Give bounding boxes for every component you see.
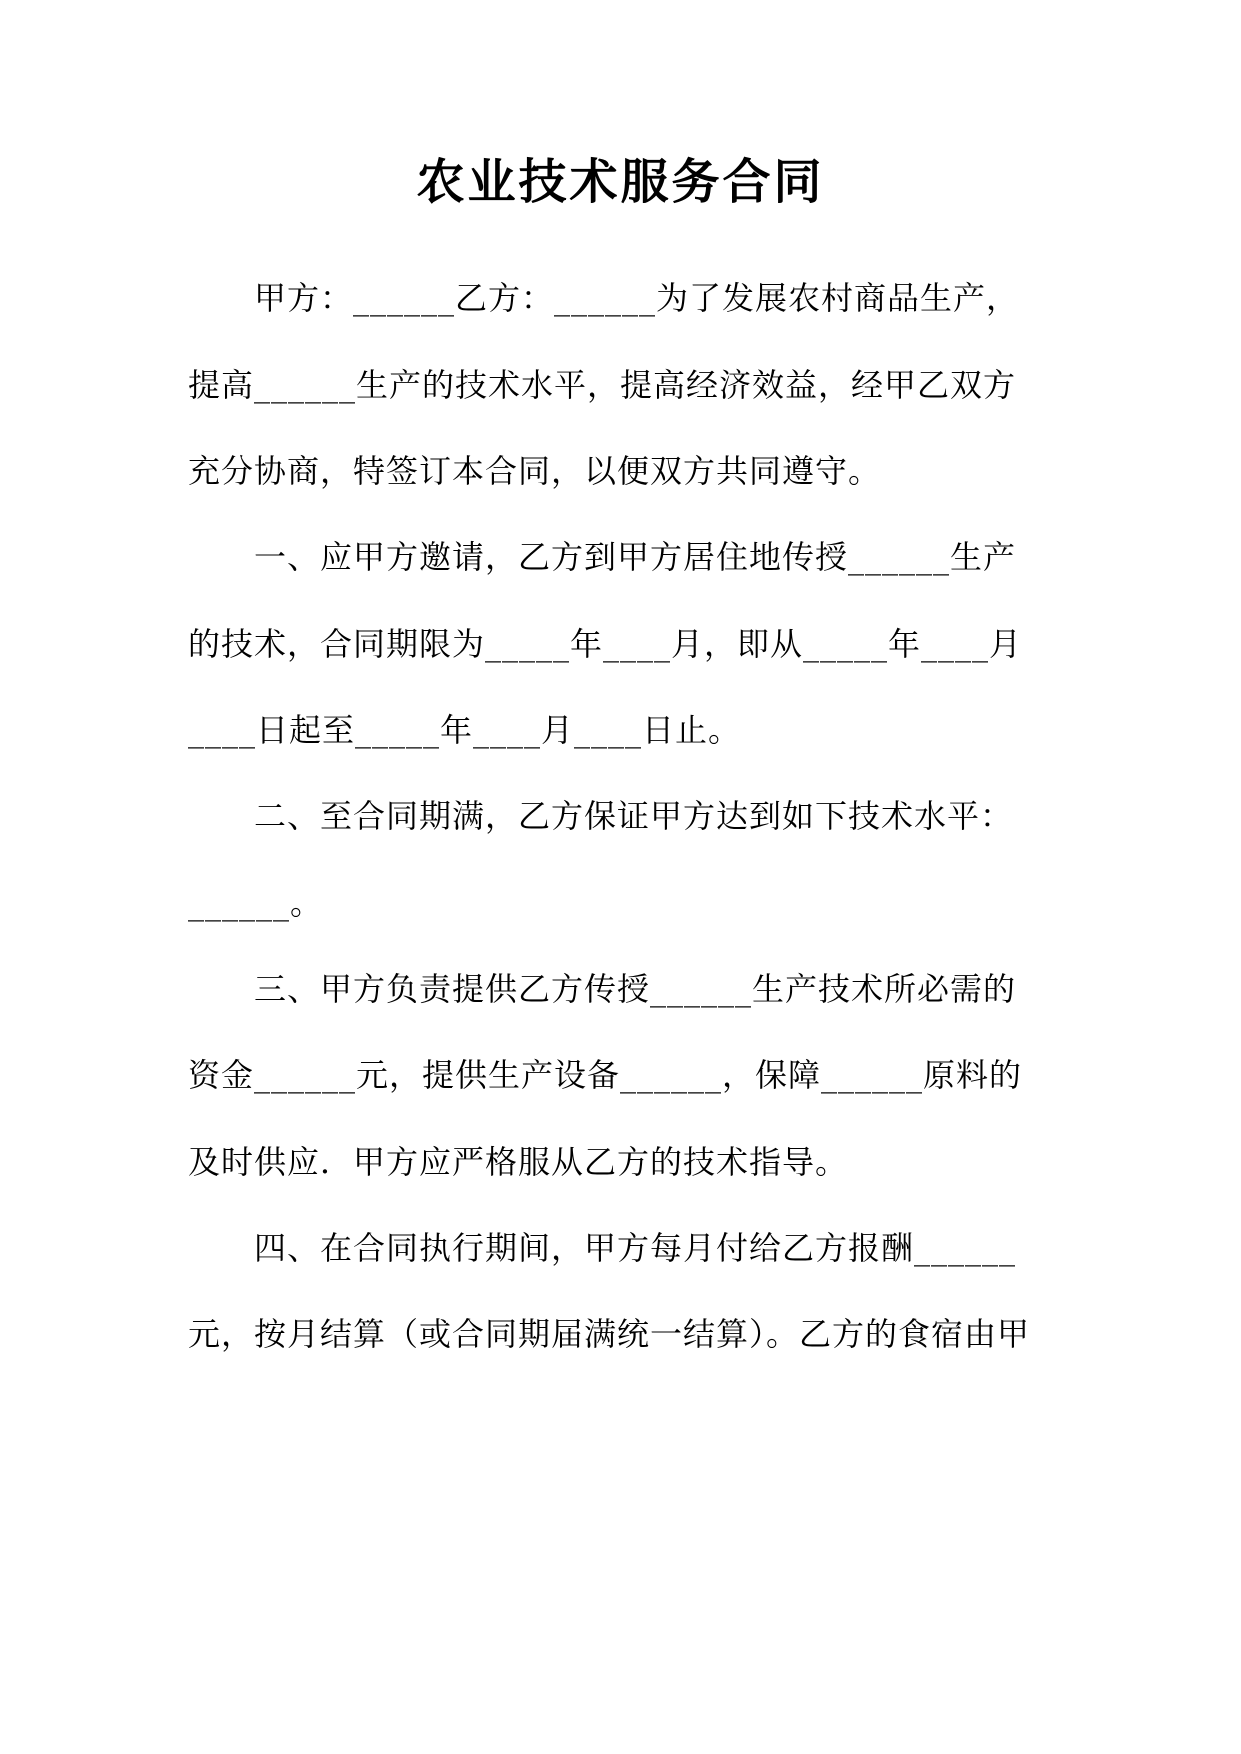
- document-title: 农业技术服务合同: [416, 154, 825, 210]
- text-line: 的技术，合同期限为_____年____月，即从_____年____月: [188, 625, 1023, 663]
- text-line: ______。: [188, 884, 324, 922]
- text-line: 二、至合同期满，乙方保证甲方达到如下技术水平：: [188, 797, 1014, 835]
- text-line: 甲方：______乙方：______为了发展农村商品生产，: [188, 279, 1020, 317]
- text-line: 一、应甲方邀请，乙方到甲方居住地传授______生产: [188, 538, 1017, 576]
- text-line: 资金______元，提供生产设备______，保障______原料的: [188, 1056, 1023, 1094]
- text-line: 充分协商，特签订本合同，以便双方共同遵守。: [188, 452, 882, 490]
- text-line: 三、甲方负责提供乙方传授______生产技术所必需的: [188, 970, 1017, 1008]
- text-line: ____日起至_____年____月____日止。: [188, 711, 742, 749]
- text-line: 及时供应．甲方应严格服从乙方的技术指导。: [188, 1143, 849, 1181]
- text-line: 四、在合同执行期间，甲方每月付给乙方报酬______: [188, 1229, 1017, 1267]
- text-line: 元，按月结算（或合同期届满统一结算）。乙方的食宿由甲: [188, 1315, 1031, 1353]
- text-line: 提高______生产的技术水平，提高经济效益，经甲乙双方: [188, 366, 1017, 404]
